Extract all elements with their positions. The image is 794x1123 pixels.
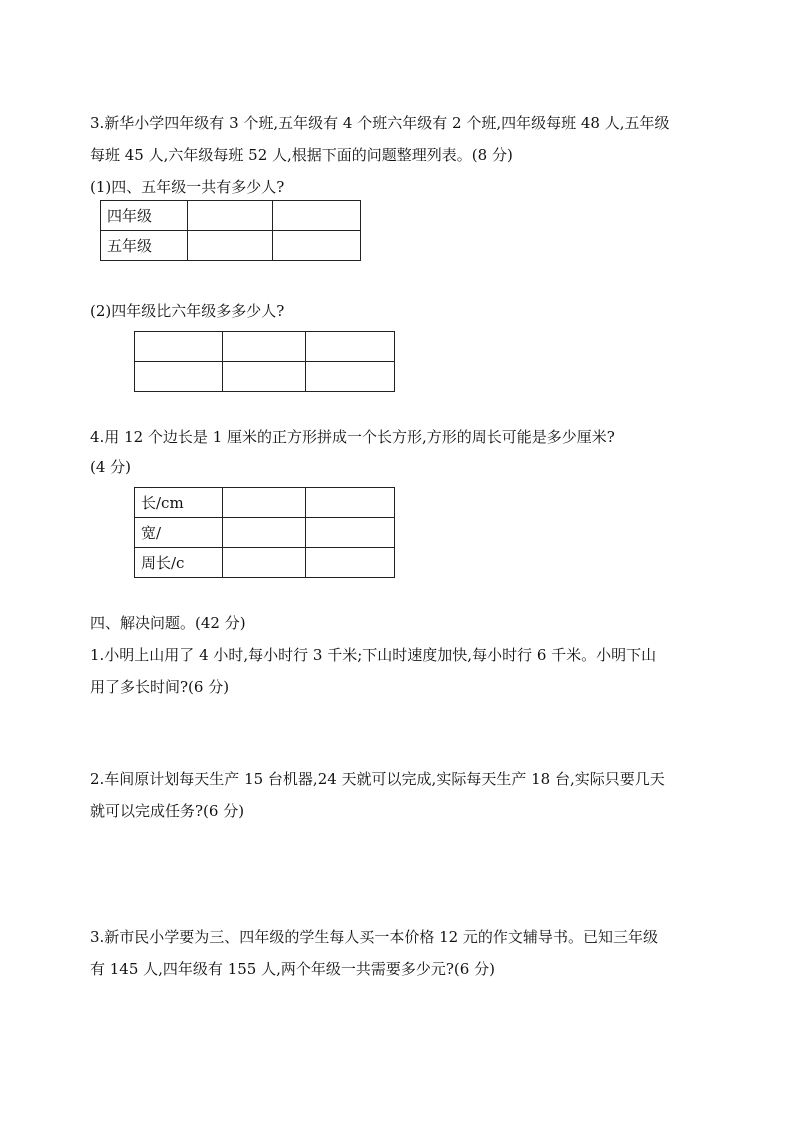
table-cell <box>187 201 273 231</box>
q3-table-2 <box>134 331 395 392</box>
problem-2-line-1: 2.车间原计划每天生产 15 台机器,24 天就可以完成,实际每天生产 18 台,实际只要几天 <box>90 770 665 788</box>
q3-sub-question-2: (2)四年级比六年级多多少人? <box>90 302 285 320</box>
table-cell: 宽/ <box>135 518 223 548</box>
table-cell <box>306 332 395 362</box>
table-row <box>135 548 395 578</box>
table-cell <box>273 231 361 261</box>
q4-text-line-1: 4.用 12 个边长是 1 厘米的正方形拼成一个长方形,方形的周长可能是多少厘米? <box>90 428 615 446</box>
table-row <box>135 488 395 518</box>
q3-sub-question-1: (1)四、五年级一共有多少人? <box>90 178 285 196</box>
section-4-heading: 四、解决问题。(42 分) <box>90 614 246 632</box>
table-cell <box>306 548 395 578</box>
table-cell <box>306 362 395 392</box>
table-cell <box>222 362 306 392</box>
q3-text-line-1: 3.新华小学四年级有 3 个班,五年级有 4 个班六年级有 2 个班,四年级每班 48 人,五年级 <box>90 114 670 132</box>
table-cell: 五年级 <box>101 231 188 261</box>
table-cell <box>187 231 273 261</box>
table-cell <box>306 518 395 548</box>
table-cell: 长/cm <box>135 488 223 518</box>
problem-1-line-2: 用了多长时间?(6 分) <box>90 678 230 696</box>
q4-table <box>134 487 395 578</box>
table-cell: 四年级 <box>101 201 188 231</box>
table-cell <box>135 362 223 392</box>
problem-3-line-1: 3.新市民小学要为三、四年级的学生每人买一本价格 12 元的作文辅导书。已知三年级 <box>90 928 658 946</box>
problem-1-line-1: 1.小明上山用了 4 小时,每小时行 3 千米;下山时速度加快,每小时行 6 千米。小明下山 <box>90 646 657 664</box>
q3-text-line-2: 每班 45 人,六年级每班 52 人,根据下面的问题整理列表。(8 分) <box>90 146 513 164</box>
table-row <box>135 332 395 362</box>
table-cell <box>222 332 306 362</box>
table-cell <box>222 488 306 518</box>
q4-text-line-2: (4 分) <box>90 458 132 476</box>
table-cell: 周长/c <box>135 548 223 578</box>
table-cell <box>222 548 306 578</box>
table-cell <box>306 488 395 518</box>
table-cell <box>135 332 223 362</box>
problem-2-line-2: 就可以完成任务?(6 分) <box>90 802 245 820</box>
table-row <box>135 362 395 392</box>
table-cell <box>222 518 306 548</box>
table-row <box>101 201 361 231</box>
problem-3-line-2: 有 145 人,四年级有 155 人,两个年级一共需要多少元?(6 分) <box>90 960 495 978</box>
table-row <box>135 518 395 548</box>
q3-table-1 <box>100 200 361 261</box>
table-row <box>101 231 361 261</box>
table-cell <box>273 201 361 231</box>
